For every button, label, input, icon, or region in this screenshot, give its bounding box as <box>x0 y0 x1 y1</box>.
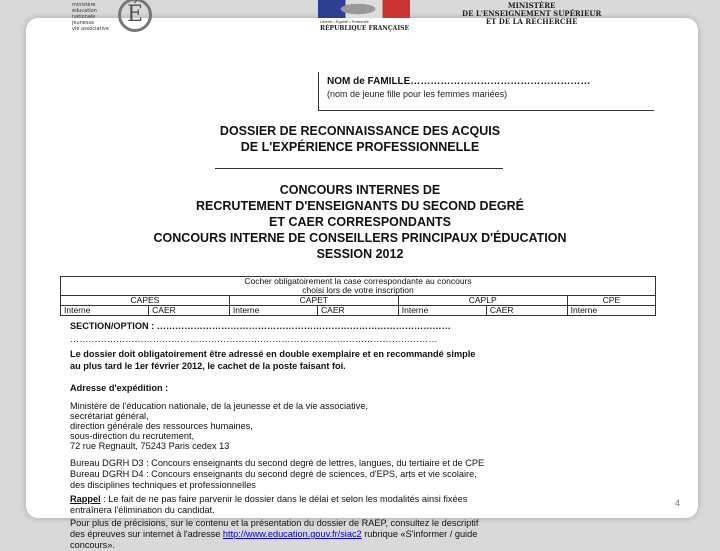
rappel-line-1 <box>70 494 467 505</box>
bureau-d3: Bureau DGRH D3 : Concours enseignants du second degré de lettres, langues, du tertiaire et de CPE <box>70 458 485 468</box>
section-option-dots: ………………………………………………………………………………………………………… <box>70 334 438 344</box>
address-line-1: Ministère de l'éducation nationale, de la jeunesse et de la vie associative, <box>70 401 368 411</box>
title-line-1: DOSSIER DE RECONNAISSANCE DES ACQUIS <box>219 124 501 138</box>
address-title: Adresse d'expédition : <box>70 383 169 393</box>
family-name-label: NOM de FAMILLE……………………………………………… <box>327 76 591 87</box>
title-line-4: RECRUTEMENT D'ENSEIGNANTS DU SECOND DEGRÉ <box>196 199 524 213</box>
address-line-3: direction générale des ressources humaines, <box>70 421 253 431</box>
info-line-3: concours». <box>70 540 115 550</box>
checkbox-caplp-caer[interactable]: CAER <box>486 306 567 316</box>
exam-choice-table <box>60 276 656 316</box>
table-header: Cocher obligatoirement la case correspondante au concours choisi lors de votre inscription <box>61 277 656 296</box>
group-cpe: CPE <box>567 296 655 306</box>
family-name-box <box>318 72 654 111</box>
group-caplp: CAPLP <box>398 296 567 306</box>
rappel-line-2: entraînera l'élimination du candidat. <box>70 505 215 515</box>
marianne-profile-icon <box>338 0 388 18</box>
bureau-d4-line-2: des disciplines techniques et professionnelles <box>70 480 256 490</box>
checkbox-capet-interne[interactable]: Interne <box>229 306 317 316</box>
address-line-2: secrétariat général, <box>70 411 149 421</box>
bureau-d4-line-1: Bureau DGRH D4 : Concours enseignants du second degré de sciences, d'EPS, arts et vie scolaire, <box>70 469 477 479</box>
title-line-5: ET CAER CORRESPONDANTS <box>269 215 451 229</box>
rappel-label: Rappel <box>70 494 101 504</box>
checkbox-capet-caer[interactable]: CAER <box>318 306 399 316</box>
rappel-text: : Le fait de ne pas faire parvenir le dossier dans le délai et selon les modalités ainsi fixées <box>100 494 468 504</box>
e-emblem-icon: É <box>118 0 152 32</box>
title-line-2: DE L'EXPÉRIENCE PROFESSIONNELLE <box>240 140 480 154</box>
maiden-name-note: (nom de jeune fille pour les femmes mariées) <box>327 89 508 99</box>
info-line-2: des épreuves sur internet à l'adresse http://www.education.gouv.fr/siac2 rubrique «S'informer / guide <box>70 529 478 539</box>
title-line-6: CONCOURS INTERNE DE CONSEILLERS PRINCIPAUX D'ÉDUCATION <box>153 231 567 245</box>
address-line-4: sous-direction du recrutement, <box>70 431 195 441</box>
address-line-5: 72 rue Regnault, 75243 Paris cedex 13 <box>70 441 230 451</box>
ministry-logo-text: ministère éducation nationale jeunesse vie associative <box>72 2 109 32</box>
checkbox-caplp-interne[interactable]: Interne <box>398 306 486 316</box>
marianne-logo <box>318 0 410 34</box>
checkbox-capes-interne[interactable]: Interne <box>61 306 149 316</box>
group-capet: CAPET <box>229 296 398 306</box>
title-line-3: CONCOURS INTERNES DE <box>279 183 441 197</box>
deadline-notice-1: Le dossier doit obligatoirement être adressé en double exemplaire et en recommandé simple <box>70 349 476 359</box>
ministry-logo <box>60 0 170 38</box>
section-option-field[interactable]: SECTION/OPTION : …………………………………………………………………………………… <box>70 321 451 331</box>
republic-motto: Liberté • Égalité • Fraternité <box>320 19 369 24</box>
checkbox-capes-caer[interactable]: CAER <box>149 306 230 316</box>
slide-frame <box>26 1 698 550</box>
deadline-notice-2: au plus tard le 1er février 2012, le cachet de la poste faisant foi. <box>70 361 346 371</box>
info-line-1: Pour plus de précisions, sur le contenu et la présentation du dossier de RAEP, consultez le descriptif <box>70 518 479 528</box>
checkbox-cpe-interne[interactable]: Interne <box>567 306 655 316</box>
title-line-7: SESSION 2012 <box>316 247 404 261</box>
higher-education-ministry: MINISTÈRE DE L'ENSEIGNEMENT SUPÉRIEUR ET DE LA RECHERCHE <box>462 1 602 26</box>
republic-label: RÉPUBLIQUE FRANÇAISE <box>320 25 410 32</box>
group-capes: CAPES <box>61 296 230 306</box>
page-number: 4 <box>674 498 680 508</box>
education-link[interactable]: http://www.education.gouv.fr/siac2 <box>222 529 362 539</box>
title-divider <box>215 168 503 169</box>
